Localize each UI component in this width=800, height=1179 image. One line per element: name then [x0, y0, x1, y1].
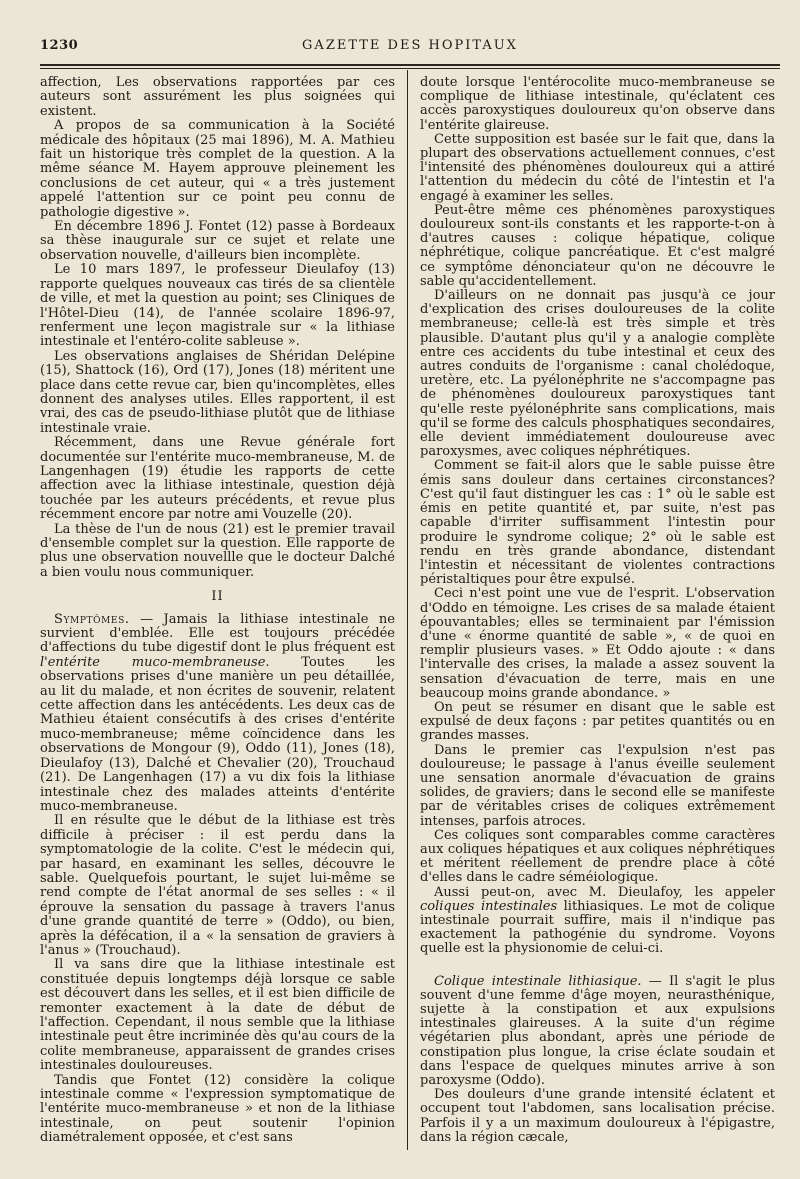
paragraph-coliques — [420, 886, 775, 957]
paragraph: affection, Les observations rapportées par ces auteurs sont assurément les plus soignées qui existent. — [40, 75, 395, 119]
emphasis-text: l'entérite muco-membraneuse. — [40, 654, 270, 670]
subsection-heading: Colique intestinale lithiasique. — [434, 973, 642, 989]
spacer — [420, 957, 775, 975]
paragraph: Ces coliques sont comparables comme caractères aux coliques hépatiques et aux coliques néphrétiques et méritent réellement de prendre place à côté d'elles dans le cadre séméiologique. — [420, 827, 775, 886]
paragraph: Dans le premier cas l'expulsion n'est pas douloureuse; le passage à l'anus éveille seulement une sensation anormale d'évacuation de grains solides, de graviers; dans le second elle se manifeste par de véritables crises de coliques extrêmement intenses, parfois atroces. — [420, 742, 775, 829]
paragraph: En décembre 1896 J. Fontet (12) passe à Bordeaux sa thèse inaugurale sur ce sujet et relate une observation nouvelle, d'ailleurs bien incomplète. — [40, 219, 395, 263]
paragraph: Ceci n'est point une vue de l'esprit. L'observation d'Oddo en témoigne. Les crises de sa malade étaient épouvantables; elles se terminaient par l'émission d'une « énorme quantité de sable », « de quoi en remplir plusieurs vases. » Et Oddo ajoute : « dans l'intervalle des crises, la malade a assez souvent la sensation d'évacuation de terre, mais en une beaucoup moins grande abondance. » — [420, 586, 775, 701]
left-column — [40, 76, 395, 1146]
paragraph: Récemment, dans une Revue générale fort documentée sur l'entérite muco-membraneuse, M. de Langenhagen (19) étudie les rapports de cette affection avec la lithiase intestinale, question déjà touchée par les auteurs précédents, et revue plus récemment encore par notre ami Vouzelle (20). — [40, 435, 395, 523]
paragraph: La thèse de l'un de nous (21) est le premier travail d'ensemble complet sur la question. Elle rapporte de plus une observation nouvellle que le docteur Dalché a bien voulu nous communiquer. — [40, 521, 395, 580]
paragraph-text: — Jamais la lithiase intestinale ne survient d'emblée. Elle est toujours précédée d'affections du tube digestif dont le plus fréquent est — [40, 611, 395, 656]
column-divider — [407, 70, 408, 1150]
paragraph: Tandis que Fontet (12) considère la colique intestinale comme « l'expression symptomatique de l'entérite muco-membraneuse » et non de la lithiase intestinale, on peut soutenir l'opinion diamétralement opposée, et c'est sans — [40, 1072, 395, 1146]
paragraph-text: — Il s'agit le plus souvent d'une femme d'âge moyen, neurasthénique, sujette à la constipation et aux expulsions intestinales glaireuses. A la suite d'un régime végétarien plus abondant, après une période de constipation plus longue, la crise éclate soudain et dans l'espace de quelques minutes arrive à son paroxysme (Oddo). — [420, 973, 776, 1089]
paragraph-colique-lithiasique — [420, 975, 775, 1089]
paragraph-text: Aussi peut-on, avec M. Dieulafoy, les appeler — [434, 884, 775, 900]
header-rule-thin — [40, 68, 780, 69]
paragraph-text: Toutes les observations prises d'une manière un peu détaillée, au lit du malade, et non écrites de souvenir, relatent cette affection dans les antécédents. Les deux cas de Mathieu étaient consécutifs à des crises d'entérite muco-membraneuse; même coïncidence dans les observations de Mongour (9), Oddo (11), Jones (18), Dieulafoy (13), Dalché et Chevalier (20), Trouchaud (21). De Langenhagen (17) a vu dix fois la lithiase intestinale chez des malades atteints d'entérite muco-membraneuse. — [40, 654, 395, 814]
page-number: 1230 — [40, 38, 79, 53]
section-heading: Symptômes. — [54, 611, 130, 627]
journal-title: GAZETTE DES HOPITAUX — [302, 38, 518, 53]
paragraph: Il va sans dire que la lithiase intestinale est constituée depuis longtemps déjà lorsque ce sable est découvert dans les selles, et il est bien difficile de remonter exactement à la date de début de l'affection. Cependant, il nous semble que la lithiase intestinale peut être incriminée dès qu'au cours de la colite membraneuse, apparaissent de grandes crises intestinales douloureuses. — [40, 957, 395, 1074]
paragraph: A propos de sa communication à la Société médicale des hôpitaux (25 mai 1896), M. A. Mathieu fait un historique très complet de la question. A la même séance M. Hayem approuve pleinement les conclusions de cet auteur, qui « a très justement appelé l'attention sur ce point peu connu de pathologie digestive ». — [40, 118, 395, 220]
paragraph: doute lorsque l'entérocolite muco-membraneuse se complique de lithiase intestinale, qu'éclatent ces accès paroxystiques douloureux qu'on observe dans l'entérite glaireuse. — [420, 75, 775, 133]
paragraph: Des douleurs d'une grande intensité éclatent et occupent tout l'abdomen, sans localisation précise. Parfois il y a un maximum douloureux à l'épigastre, dans la région cæcale, — [420, 1087, 775, 1145]
paragraph: Peut-être même ces phénomènes paroxystiques douloureux sont-ils constants et les rapporte-t-on à d'autres causes : colique hépatique, colique néphrétique, colique pancréatique. Et c'est malgré ce symptôme dénonciateur qu'on ne découvre le sable qu'accidentellement. — [420, 202, 775, 289]
paragraph-text: lithiasiques. Le mot de colique intestinale pourrait suffire, mais il n'indique pas exactement la pathogénie du syndrome. Voyons quelle est la physionomie de celui-ci. — [420, 898, 775, 957]
paragraph: Les observations anglaises de Shéridan Delépine (15), Shattock (16), Ord (17), Jones (18) méritent une place dans cette revue car, bien qu'incomplètes, elles donnent des analyses utiles. Elles rapportent, il est vrai, des cas de pseudo-lithiase plutôt que de lithiase intestinale vraie. — [40, 348, 395, 436]
right-column — [420, 76, 775, 1145]
paragraph: Comment se fait-il alors que le sable puisse être émis sans douleur dans certaines circonstances? C'est qu'il faut distinguer les cas : 1° où le sable est émis en petite quantité et, par suite, n'est pas capable d'irriter suffisamment l'intestin pour produire le syndrome colique; 2° où le sable est rendu en très grande abondance, distendant l'intestin et nécessitant de violentes contractions péristaltiques pour être expulsé. — [420, 458, 775, 588]
page-header — [40, 38, 780, 60]
paragraph: Il en résulte que le début de la lithiase est très difficile à préciser : il est perdu dans la symptomatologie de la colite. C'est le médecin qui, par hasard, en examinant les selles, découvre le sable. Quelquefois pourtant, le sujet lui-même se rend compte de l'état anormal de ses selles : « il éprouve la sensation du passage à travers l'anus d'une grande quantité de terre » (Oddo), ou bien, après la défécation, il a « la sensation de graviers à l'anus » (Trouchaud). — [40, 813, 395, 958]
paragraph: D'ailleurs on ne donnait pas jusqu'à ce jour d'explication des crises douloureuses de la colite membraneuse; celle-là est très simple et très plausible. D'autant plus qu'il y a analogie complète entre ces accidents du tube intestinal et ceux des autres conduits de l'organisme : canal cholédoque, uretère, etc. La pyélonéphrite ne s'accompagne pas de phénomènes douloureux paroxystiques tant qu'elle reste pyélonéphrite sans complications, mais qu'il se forme des calculs phosphatiques secondaires, elle devient immédiatement douloureuse avec paroxysmes, avec coliques néphrétiques. — [420, 288, 775, 460]
paragraph: On peut se résumer en disant que le sable est expulsé de deux façons : par petites quantités ou en grandes masses. — [420, 699, 775, 744]
header-rule-thick — [40, 64, 780, 66]
paragraph: Cette supposition est basée sur le fait que, dans la plupart des observations actuellement connues, c'est l'intensité des phénomènes douloureux qui a attiré l'attention du médecin du côté de l'intestin et l'a engagé à examiner les selles. — [420, 131, 775, 204]
paragraph-symptomes — [40, 613, 395, 815]
emphasis-text: coliques intestinales — [420, 898, 558, 914]
section-number: II — [211, 589, 224, 605]
paragraph: Le 10 mars 1897, le professeur Dieulafoy (13) rapporte quelques nouveaux cas tirés de sa clientèle de ville, et met la question au point; ses Cliniques de l'Hôtel-Dieu (14), de l'année scolaire 1896-97, renferment une leçon magistrale sur « la lithiase intestinale et l'entéro-colite sableuse ». — [40, 262, 395, 350]
